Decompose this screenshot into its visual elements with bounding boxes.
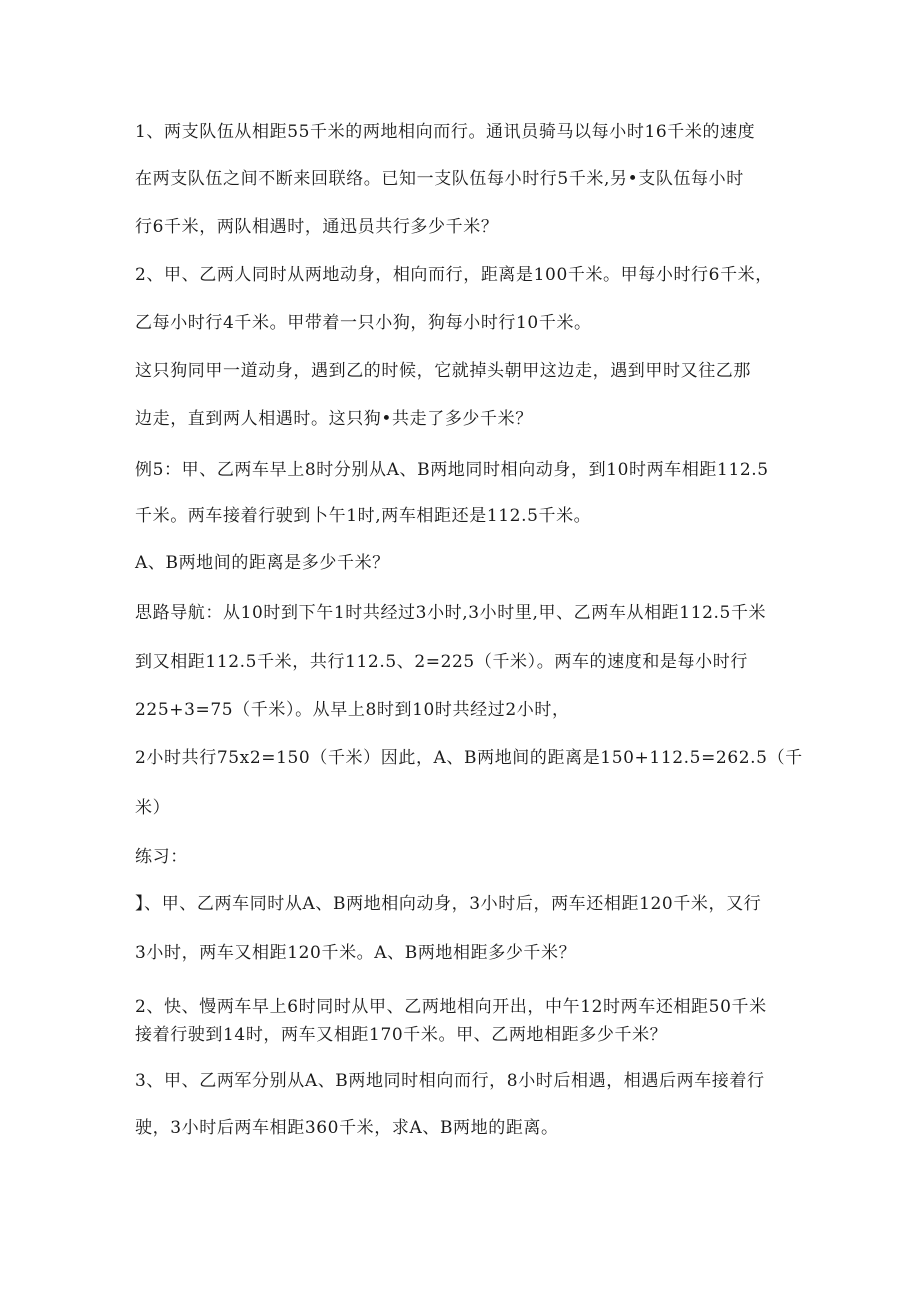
text-line-4: 2、甲、乙两人同时从两地动身，相向而行，距离是100千米。甲每小时行6千米， — [135, 265, 773, 285]
text-line-12: 到又相距112.5千米，共行112.5、2=225（千米）。两车的速度和是每小时行 — [135, 652, 748, 672]
text-line-16: 练习： — [135, 847, 188, 867]
text-line-18: 3小时，两车又相距120千米。A、B两地相距多少千米？ — [135, 943, 577, 963]
text-line-15: 米） — [135, 798, 171, 818]
text-line-9: 千米。两车接着行驶到卜午1时,两车相距还是112.5千米。 — [135, 506, 592, 526]
text-line-2: 在两支队伍之间不断来回联络。已知一支队伍每小时行5千米,另•支队伍每小时 — [135, 169, 744, 189]
text-line-19: 2、快、慢两车早上6时同时从甲、乙两地相向开出，中午12时两车还相距50千米 — [135, 997, 767, 1017]
text-line-14: 2小时共行75x2=150（千米）因此，A、B两地间的距离是150+112.5=262.5（千 — [135, 748, 803, 768]
text-line-13: 225+3=75（千米）。从早上8时到10时共经过2小时， — [135, 700, 570, 720]
text-line-11: 思路导航：从10时到下午1时共经过3小时,3小时里,甲、乙两车从相距112.5千米 — [135, 603, 767, 623]
text-line-6: 这只狗同甲一道动身，遇到乙的时候，它就掉头朝甲这边走，遇到甲时又往乙那 — [135, 361, 751, 381]
text-line-1: 1、两支队伍从相距55千米的两地相向而行。通讯员骑马以每小时16千米的速度 — [135, 122, 756, 142]
text-line-22: 驶，3小时后两车相距360千米，求A、B两地的距离。 — [135, 1118, 559, 1138]
text-line-21: 3、甲、乙两军分别从A、B两地同时相向而行，8小时后相遇，相遇后两车接着行 — [135, 1071, 765, 1091]
text-line-8: 例5：甲、乙两车早上8时分别从A、B两地同时相向动身，到10时两车相距112.5 — [135, 460, 769, 480]
text-line-20: 接着行驶到14时，两车又相距170千米。甲、乙两地相距多少千米？ — [135, 1025, 668, 1045]
text-line-7: 边走，直到两人相遇时。这只狗•共走了多少千米？ — [135, 409, 533, 429]
text-line-17: 】、甲、乙两车同时从A、B两地相向动身，3小时后，两车还相距120千米，又行 — [135, 894, 762, 914]
text-line-10: A、B两地间的距离是多少千米？ — [135, 553, 390, 573]
text-line-5: 乙每小时行4千米。甲带着一只小狗，狗每小时行10千米。 — [135, 313, 592, 333]
text-line-3: 行6千米，两队相遇时，通迅员共行多少千米？ — [135, 217, 499, 237]
